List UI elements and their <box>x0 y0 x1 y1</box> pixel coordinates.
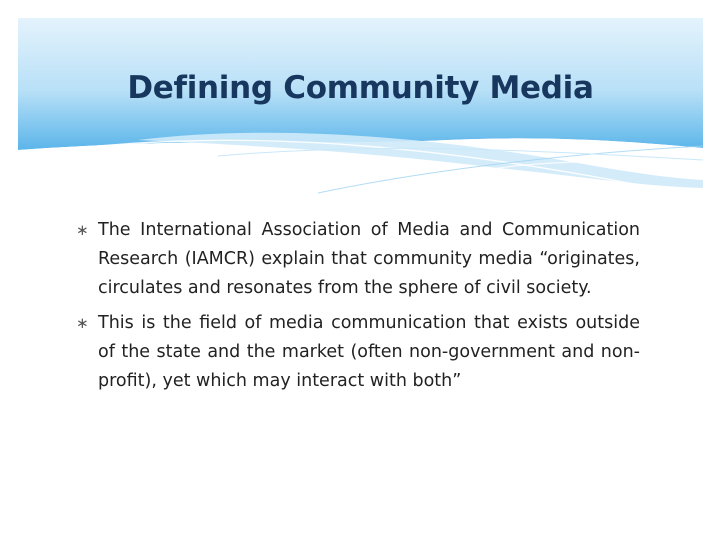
bullet-item <box>78 216 640 303</box>
bullet-text: This is the field of media communication that exists outside of the state and the market (often non-government and non-profit), yet which may interact with both” <box>98 313 640 391</box>
slide-title: Defining Community Media <box>127 70 594 106</box>
bullet-item <box>78 309 640 396</box>
slide <box>18 18 703 528</box>
bullet-icon: ∗ <box>76 221 89 239</box>
header-band <box>18 18 703 218</box>
bullet-text: The International Association of Media and Communication Research (IAMCR) explain that community media “originates, circulates and resonates from the sphere of civil society. <box>98 220 640 298</box>
bullet-list <box>78 216 640 402</box>
bullet-icon: ∗ <box>76 314 89 332</box>
